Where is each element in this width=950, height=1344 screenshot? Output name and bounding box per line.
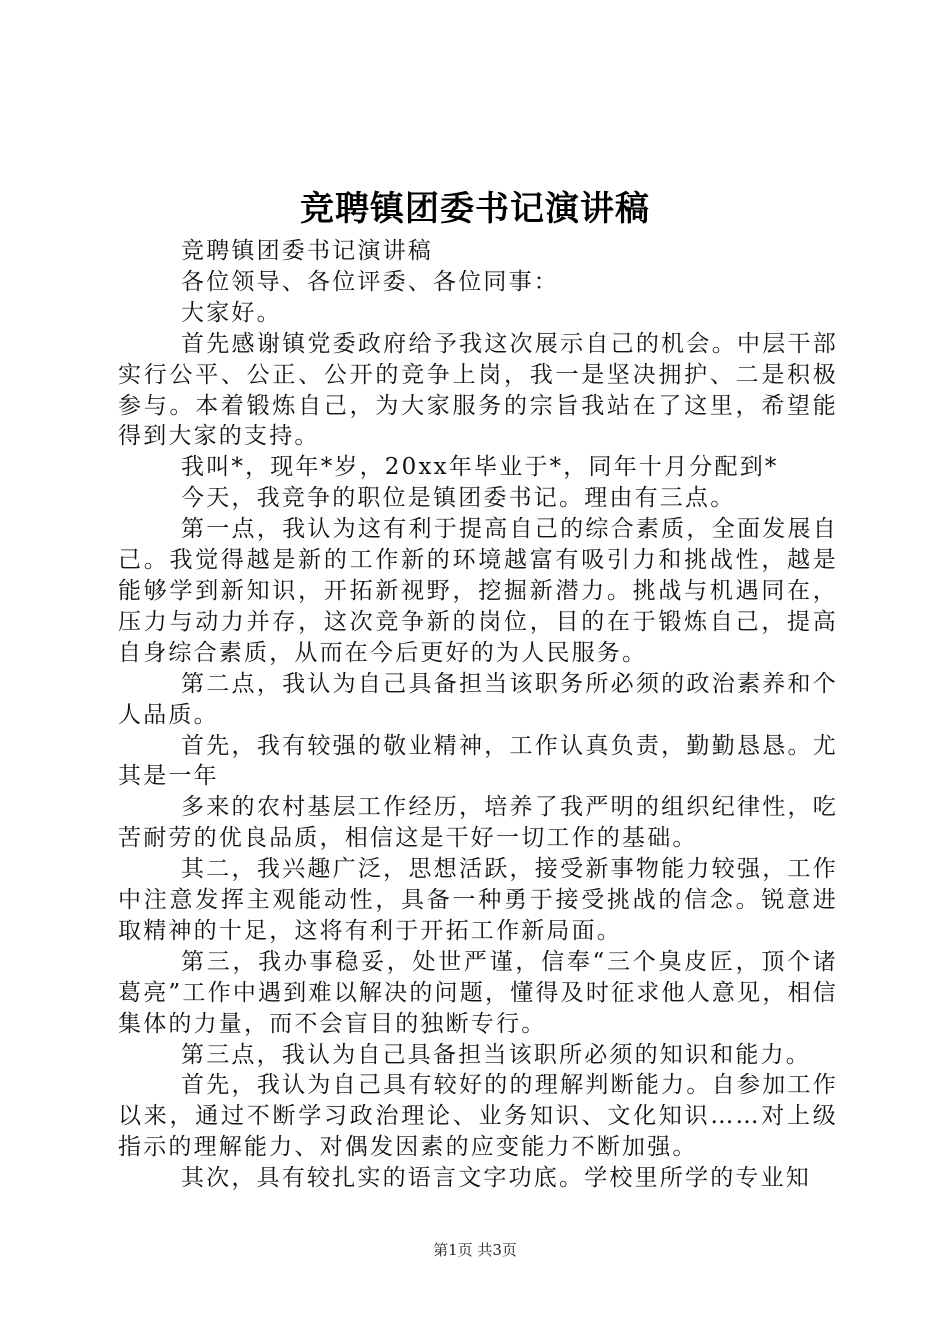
paragraph: 其次，具有较扎实的语言文字功底。学校里所学的专业知 bbox=[181, 1165, 811, 1192]
paragraph: 各位领导、各位评委、各位同事： bbox=[181, 268, 559, 295]
paragraph: 首先感谢镇党委政府给予我这次展示自己的机会。中层干部实行公平、公正、公开的竞争上岗，我一是坚决拥护、二是积极参与。本着锻炼自己，为大家服务的宗旨我站在了这里，希望能得到大家的支持。 bbox=[118, 330, 838, 450]
page-footer: 第1页 共3页 bbox=[433, 1241, 517, 1259]
paragraph: 多来的农村基层工作经历，培养了我严明的组织纪律性，吃苦耐劳的优良品质，相信这是干好一切工作的基础。 bbox=[118, 794, 838, 852]
paragraph: 第三点，我认为自己具备担当该职所必须的知识和能力。 bbox=[181, 1041, 811, 1068]
paragraph: 今天，我竞争的职位是镇团委书记。理由有三点。 bbox=[181, 485, 736, 512]
paragraph: 竞聘镇团委书记演讲稿 bbox=[181, 238, 433, 264]
paragraph: 我叫*，现年*岁，20xx年毕业于*，同年十月分配到* bbox=[181, 454, 779, 481]
paragraph: 其二，我兴趣广泛，思想活跃，接受新事物能力较强，工作中注意发挥主观能动性，具备一种勇于接受挑战的信念。锐意进取精神的十足，这将有利于开拓工作新局面。 bbox=[118, 856, 838, 944]
document-title: 竞聘镇团委书记演讲稿 bbox=[300, 189, 650, 229]
paragraph: 第一点，我认为这有利于提高自己的综合素质，全面发展自己。我觉得越是新的工作新的环境越富有吸引力和挑战性，越是能够学到新知识，开拓新视野，挖掘新潜力。挑战与机遇同在，压力与动力并存，这次竞争新的岗位，目的在于锻炼自己，提高自身综合素质，从而在今后更好的为人民服务。 bbox=[118, 516, 838, 666]
paragraph: 首先，我有较强的敬业精神，工作认真负责，勤勤恳恳。尤其是一年 bbox=[118, 732, 838, 790]
paragraph: 大家好。 bbox=[181, 299, 282, 326]
paragraph: 首先，我认为自己具有较好的的理解判断能力。自参加工作以来，通过不断学习政治理论、业务知识、文化知识……对上级指示的理解能力、对偶发因素的应变能力不断加强。 bbox=[118, 1072, 838, 1161]
paragraph: 第三，我办事稳妥，处世严谨，信奉“三个臭皮匠，顶个诸葛亮”工作中遇到难以解决的问题，懂得及时征求他人意见，相信集体的力量，而不会盲目的独断专行。 bbox=[118, 948, 838, 1037]
document-body bbox=[118, 236, 838, 1194]
paragraph: 第二点，我认为自己具备担当该职务所必须的政治素养和个人品质。 bbox=[118, 670, 838, 728]
